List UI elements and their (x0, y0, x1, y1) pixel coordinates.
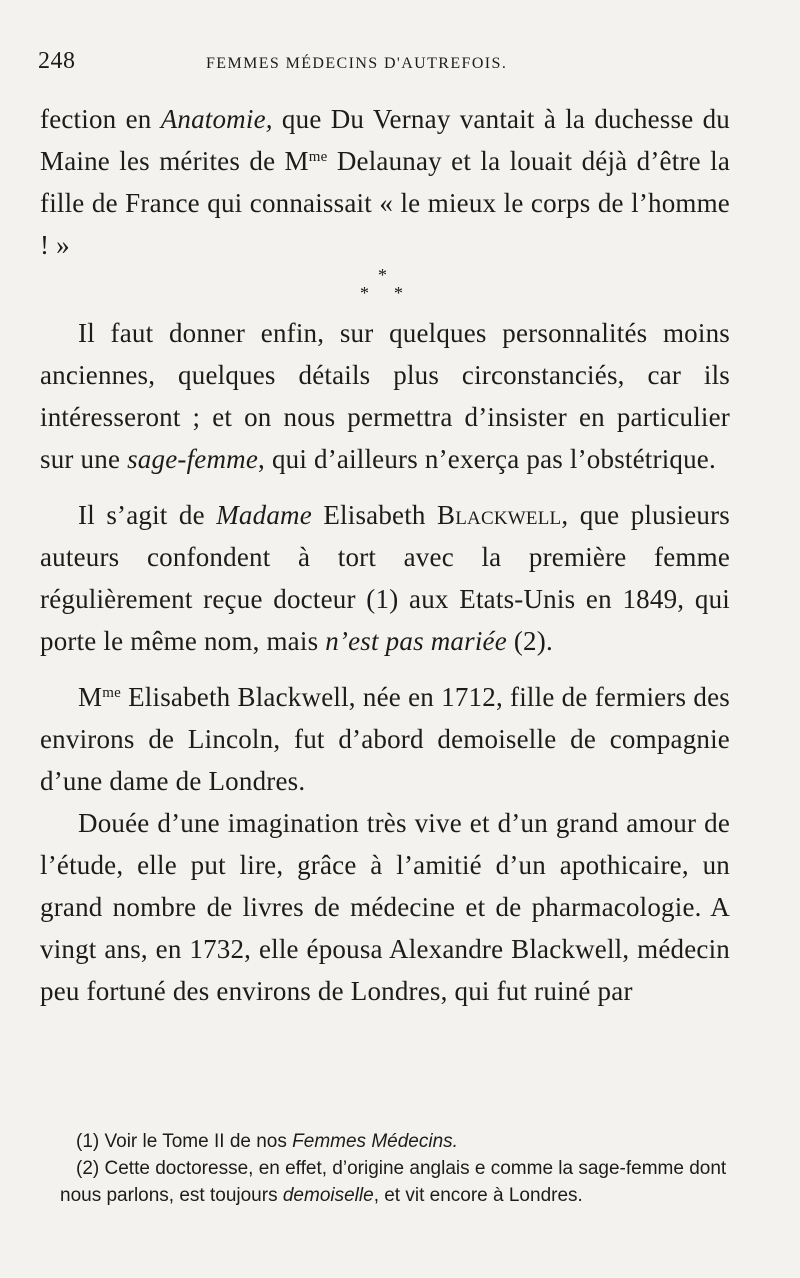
footnote-1 (60, 1128, 730, 1155)
paragraph (40, 676, 730, 802)
small-caps-name: Blackwell (437, 500, 562, 530)
text-run: Il faut donner enfin, sur quelques personnalités moins anciennes, quelques détails plus circonstanciés, car ils intéresseront ; et on nous permettra d’insister en particulier sur une (40, 318, 730, 474)
italic-phrase: n’est pas mariée (325, 626, 507, 656)
footnote-2 (60, 1155, 730, 1209)
paragraph (40, 494, 730, 662)
paragraph-continued (40, 98, 730, 266)
text-run: (1) Voir le Tome II de nos (76, 1131, 293, 1152)
running-title: FEMMES MÉDECINS D'AUTREFOIS. (206, 55, 508, 72)
text-run: Douée d’une imagination très vive et d’un grand amour de l’étude, elle put lire, grâce à l’amitié d’un apothicaire, un grand nombre de livres de médecine et de pharmacologie. A vingt ans, en 1732, elle épousa Alexandre Blackwell, médecin peu fortuné des environs de Londres, qui fut ruiné par (40, 808, 730, 1006)
text-run: M (78, 682, 103, 712)
asterism-divider (40, 266, 730, 312)
text-run: Il s’agit de (78, 500, 217, 530)
asterism-star: * (394, 283, 404, 303)
page-number: 248 (38, 48, 76, 74)
italic-term: sage-femme (127, 444, 259, 474)
asterism-star: * (360, 283, 370, 303)
text-run: , que plusieurs auteurs confondent à tort avec la première femme régulièrement reçue docteur (1) aux Etats-Unis en 1849, qui porte le même nom, mais (40, 500, 730, 656)
italic-term: Anatomie, (160, 104, 273, 134)
italic-term: Madame (216, 500, 312, 530)
text-run: (2). (506, 626, 553, 656)
text-run: Elisabeth (311, 500, 438, 530)
running-head (38, 48, 730, 78)
text-run: fection en (40, 104, 161, 134)
text-run: , et vit encore à Londres. (373, 1185, 583, 1206)
italic-word: demoiselle (282, 1185, 374, 1206)
paragraph (40, 312, 730, 480)
superscript-abbrev: me (308, 149, 328, 165)
italic-title: Femmes Médecins. (292, 1131, 458, 1152)
paragraph (40, 802, 730, 1012)
footnotes (60, 1128, 730, 1209)
body-text (40, 98, 730, 1012)
text-run: Elisabeth Blackwell, née en 1712, fille de fermiers des environs de Lincoln, fut d’abord demoiselle de compagnie d’une dame de Londres. (40, 682, 730, 796)
text-run: que Du Vernay vantait à la duchesse du Maine les mérites de M (40, 104, 730, 176)
asterism-star: * (378, 265, 388, 285)
superscript-abbrev: me (102, 685, 121, 701)
text-run: , qui d’ailleurs n’exerça pas l’obstétrique. (258, 444, 716, 474)
text-run: (2) Cette doctoresse, en effet, d’origine anglais e comme la sage-femme dont nous parlons, est toujours (60, 1158, 727, 1206)
text-run: Delaunay et la louait déjà d’être la fille de France qui connaissait « le mieux le corps de l’homme ! » (40, 146, 730, 260)
